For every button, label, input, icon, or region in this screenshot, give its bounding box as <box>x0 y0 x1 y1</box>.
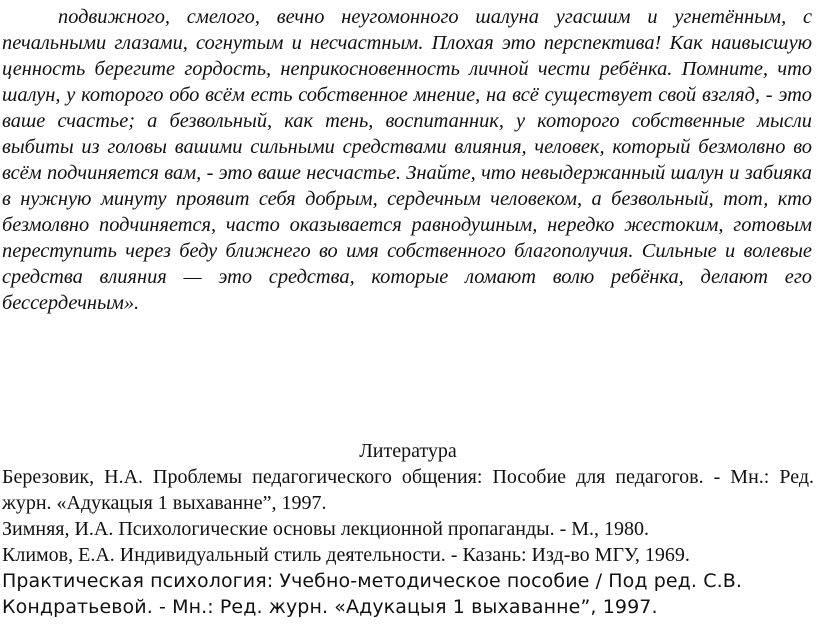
reference-item: Зимняя, И.А. Психологические основы лекционной пропаганды. - М., 1980. <box>2 518 650 540</box>
references-list <box>2 464 814 620</box>
reference-item: Климов, Е.А. Индивидуальный стиль деятельности. - Казань: Изд-во МГУ, 1969. <box>2 544 690 566</box>
reference-item: Практическая психология: Учебно-методическое пособие / Под ред. С.В. Кондратьевой. - Мн.: Ред. журн. «Адукацыя 1 выхаванне”, 1997. <box>2 570 742 618</box>
quote-paragraph: подвижного, смелого, вечно неугомонного шалуна угасшим и угнетённым, с печальными глазами, согнутым и несчастным. Плохая это перспектива! Как наивысшую ценность берегите гордость, неприкосновенность личной чести ребёнка. Помните, что шалун, у которого обо всём есть собственное мнение, на всё существует свой взгляд, - это ваше счастье; а безвольный, как тень, воспитанник, у которого собственные мысли выбиты из головы вашими сильными средствами влияния, человек, который безмолвно во всём подчиняется вам, - это ваше несчастье. Знайте, что невыдержанный шалун и забияка в нужную минуту проявит себя добрым, сердечным человеком, а безвольный, тот, кто безмолвно подчиняется, часто оказывается равнодушным, нередко жестоким, готовым переступить через беду ближнего во имя собственного благополучия. Сильные и волевые средства влияния — это средства, которые ломают волю ребёнка, делают его бессердечным». <box>2 6 812 314</box>
literature-heading: Литература <box>359 440 457 462</box>
reference-item: Березовик, Н.А. Проблемы педагогического общения: Пособие для педагогов. - Мн.: Ред. журн. «Адукацыя 1 выхаванне”, 1997. <box>2 466 814 514</box>
